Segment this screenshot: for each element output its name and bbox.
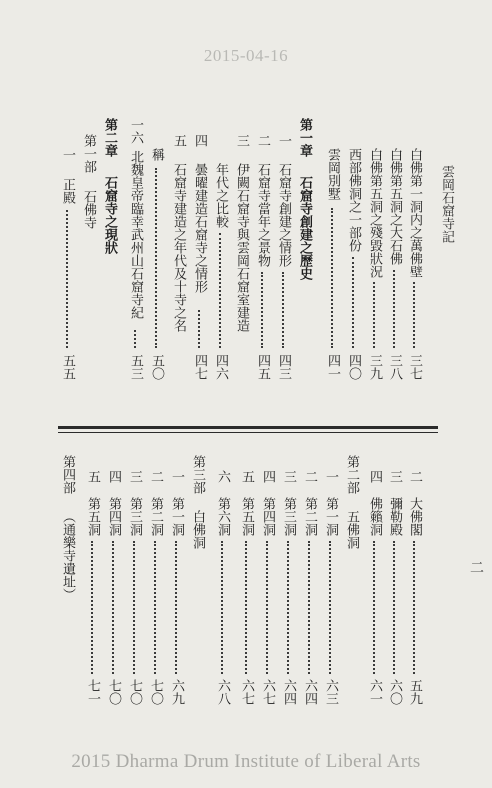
toc-num-b14: 三 xyxy=(127,470,142,483)
leader-dots xyxy=(393,541,397,674)
toc-entry-b10: 第六洞 xyxy=(215,497,230,536)
toc-entry-e5: 雲岡別墅 xyxy=(325,148,340,200)
toc-entry-b2: 彌勒殿 xyxy=(387,497,402,536)
leader-dots xyxy=(413,541,417,674)
toc-page-e3: 三九 xyxy=(367,354,382,380)
toc-entry-e3: 白佛第五洞之殘毀狀況 xyxy=(367,148,382,278)
leader-dots xyxy=(266,541,270,674)
toc-entry-e10: 曇曜建造石窟寺之情形 xyxy=(192,163,207,293)
leader-dots xyxy=(133,541,137,674)
toc-num-e11: 五 xyxy=(171,134,186,147)
toc-page-b6: 六四 xyxy=(302,679,317,705)
toc-page-e10: 四七 xyxy=(192,354,207,380)
leader-dots xyxy=(134,330,138,348)
leader-dots xyxy=(393,270,397,348)
toc-num-e7: 一 xyxy=(276,134,291,147)
toc-num-b7: 三 xyxy=(281,470,296,483)
leader-dots xyxy=(175,541,179,674)
toc-entry-e11: 石窟寺建造之年代及十寺之名 xyxy=(171,163,186,332)
toc-num-b2: 三 xyxy=(387,470,402,483)
toc-page-b3: 六一 xyxy=(367,679,382,705)
leader-dots xyxy=(154,541,158,674)
chapter-label-e13: 第二章 xyxy=(102,118,117,157)
section-divider xyxy=(58,426,438,429)
toc-num-b9: 五 xyxy=(239,470,254,483)
leader-dots xyxy=(413,282,417,348)
leader-dots xyxy=(219,233,223,348)
toc-entry-b3: 佛籟洞 xyxy=(367,497,382,536)
toc-page-b8: 六七 xyxy=(260,679,275,705)
toc-page-e12: 五三 xyxy=(128,354,143,380)
toc-num-b1: 二 xyxy=(407,470,422,483)
institute-watermark: 2015 Dharma Drum Institute of Liberal Arts xyxy=(71,751,421,772)
part-label-b4: 第二部 xyxy=(344,455,359,494)
toc-page-b7: 六四 xyxy=(281,679,296,705)
leader-dots xyxy=(287,541,291,674)
toc-num-b6: 二 xyxy=(302,470,317,483)
toc-page-b9: 六七 xyxy=(239,679,254,705)
leader-dots xyxy=(112,541,116,674)
leader-dots xyxy=(352,257,356,348)
toc-entry-b12: 第一洞 xyxy=(169,497,184,536)
leader-dots xyxy=(198,310,202,348)
toc-num-b12: 一 xyxy=(169,470,184,483)
part-label-b11: 第三部 xyxy=(190,455,205,494)
toc-entry-e1: 白佛第一洞内之萬佛壁 xyxy=(407,148,422,278)
toc-page-b14: 七〇 xyxy=(127,679,142,705)
chapter-title-e13: 石窟寺之現狀 xyxy=(102,176,117,254)
toc-entry-e8: 石窟寺當年之景物 xyxy=(255,163,270,267)
toc-num-b15: 四 xyxy=(106,470,121,483)
toc-entry-e9: 伊闕石窟寺與雲岡石窟室建造 xyxy=(234,163,249,332)
toc-entry-b8: 第四洞 xyxy=(260,497,275,536)
toc-num-e8: 二 xyxy=(255,134,270,147)
toc-page-e5: 四一 xyxy=(325,354,340,380)
part-label-e14: 第一部 xyxy=(81,134,96,173)
toc-entry-b1: 大佛閣 xyxy=(407,497,422,536)
part-title-b4: 五佛洞 xyxy=(344,510,359,549)
page-number: 二 xyxy=(468,560,484,574)
leader-dots xyxy=(373,541,377,674)
leader-dots xyxy=(66,210,70,348)
part-title-e14: 石佛寺 xyxy=(81,190,96,229)
toc-page-e2: 三八 xyxy=(387,354,402,380)
toc-entry-e15: 正殿 xyxy=(60,178,75,204)
leader-dots xyxy=(245,541,249,674)
toc-num-e15: 一 xyxy=(60,148,75,161)
toc-num-e10: 四 xyxy=(192,134,207,147)
chapter-title-e6: 石窟寺創建之歷史 xyxy=(297,176,312,280)
leader-dots xyxy=(261,272,265,348)
toc-page-e4: 四〇 xyxy=(346,354,361,380)
toc-page-e1: 三七 xyxy=(407,354,422,380)
leader-dots xyxy=(282,272,286,348)
toc-page-e8: 四五 xyxy=(255,354,270,380)
part-title-b11: 白佛洞 xyxy=(190,510,205,549)
section-divider-thin xyxy=(58,432,438,433)
leader-dots xyxy=(331,208,335,348)
book-title: 雲岡石窟寺記 xyxy=(439,165,454,243)
leader-dots xyxy=(308,541,312,674)
toc-entry-b13: 第二洞 xyxy=(148,497,163,536)
chapter-label-e6: 第一章 xyxy=(297,118,312,157)
toc-num-b10: 六 xyxy=(215,470,230,483)
toc-page-b10: 六八 xyxy=(215,679,230,705)
toc-page-b16: 七一 xyxy=(85,679,100,705)
toc-entry-e4: 西部佛洞之一部份 xyxy=(346,148,361,252)
toc-num-b13: 二 xyxy=(148,470,163,483)
toc-num-e12: 一六 xyxy=(128,118,143,144)
part-label-b17: 第四部 xyxy=(60,455,75,494)
toc-entry-b15: 第四洞 xyxy=(106,497,121,536)
toc-entry-b16: 第五洞 xyxy=(85,497,100,536)
toc-page-b15: 七〇 xyxy=(106,679,121,705)
part-title-b17: （通樂寺遺址） xyxy=(60,510,75,601)
toc-entry-e12: 北魏皇帝臨幸武州山石窟寺紀 xyxy=(128,150,143,319)
toc-page-e11b: 五〇 xyxy=(149,354,164,380)
toc-entry-b9: 第五洞 xyxy=(239,497,254,536)
toc-entry-b14: 第三洞 xyxy=(127,497,142,536)
toc-page-e15: 五五 xyxy=(60,354,75,380)
toc-num-b16: 五 xyxy=(85,470,100,483)
toc-num-b5: 一 xyxy=(323,470,338,483)
leader-dots xyxy=(221,541,225,674)
toc-num-b8: 四 xyxy=(260,470,275,483)
leader-dots xyxy=(373,282,377,348)
toc-entry-e11b: 稱 xyxy=(149,148,164,161)
toc-page-b1: 五九 xyxy=(407,679,422,705)
toc-entry-e2: 白佛第五洞之大石佛 xyxy=(387,148,402,265)
leader-dots xyxy=(91,541,95,674)
toc-num-e9: 三 xyxy=(234,134,249,147)
toc-page-b5: 六三 xyxy=(323,679,338,705)
toc-page-b13: 七〇 xyxy=(148,679,163,705)
toc-entry-e9b: 年代之比較 xyxy=(213,163,228,228)
leader-dots xyxy=(155,168,159,348)
toc-num-b3: 四 xyxy=(367,470,382,483)
toc-page-b2: 六〇 xyxy=(387,679,402,705)
toc-page-e7: 四三 xyxy=(276,354,291,380)
toc-entry-b7: 第三洞 xyxy=(281,497,296,536)
date-watermark: 2015-04-16 xyxy=(203,46,289,65)
toc-entry-b6: 第二洞 xyxy=(302,497,317,536)
toc-entry-b5: 第一洞 xyxy=(323,497,338,536)
toc-entry-e7: 石窟寺創建之情形 xyxy=(276,163,291,267)
toc-page-b12: 六九 xyxy=(169,679,184,705)
toc-page-e9b: 四六 xyxy=(213,354,228,380)
leader-dots xyxy=(329,541,333,674)
